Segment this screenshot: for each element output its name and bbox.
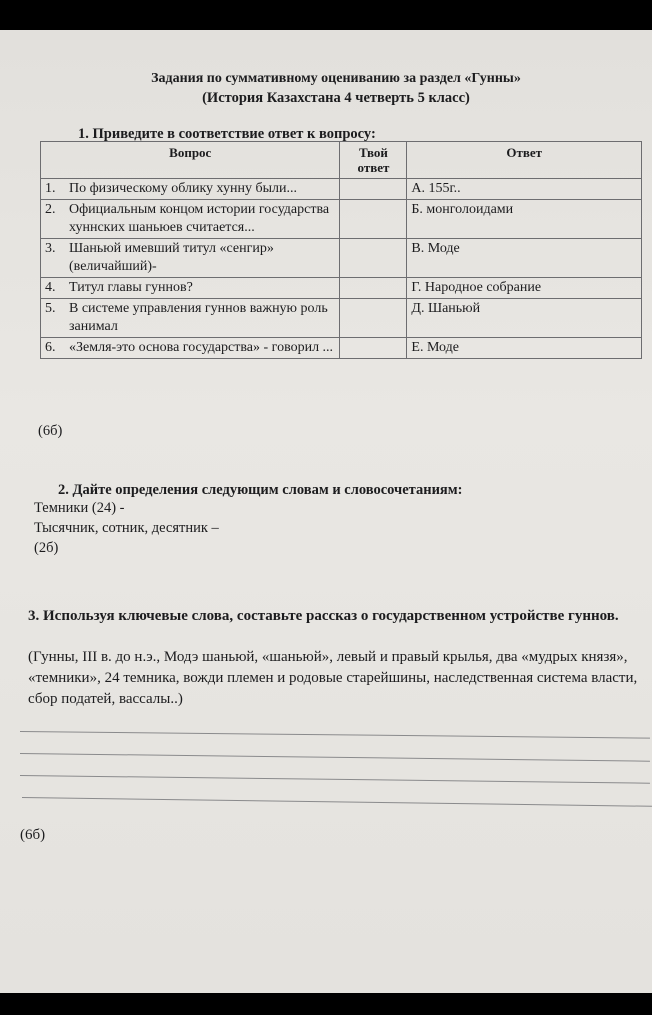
question-text: Титул главы гуннов? <box>69 280 193 295</box>
question-cell <box>41 200 340 239</box>
question-text: По физическому облику хунну были... <box>69 181 298 196</box>
question-number: 5. <box>45 301 56 316</box>
answer-line[interactable] <box>20 775 650 784</box>
table-row <box>41 278 642 299</box>
task1-heading: 1. Приведите в соответствие ответ к вопросу: <box>78 126 376 142</box>
column-header-your-answer-line2: ответ <box>357 160 390 175</box>
task2-term-2: Тысячник, сотник, десятник – <box>34 520 219 536</box>
worksheet-subtitle: (История Казахстана 4 четверть 5 класс) <box>202 90 470 106</box>
question-cell <box>41 338 340 359</box>
question-text: Шаньюй имевший титул «сенгир» (величайший)- <box>69 241 274 274</box>
question-cell <box>41 278 340 299</box>
answer-cell: Д. Шаньюй <box>407 299 642 338</box>
column-header-your-answer-line1: Твой <box>358 145 388 160</box>
table-row <box>41 200 642 239</box>
table-row <box>41 239 642 278</box>
question-text: В системе управления гуннов важную роль занимал <box>69 301 328 334</box>
question-cell <box>41 179 340 200</box>
table-header-row <box>41 142 642 179</box>
task1-points: (6б) <box>38 423 63 439</box>
question-number: 6. <box>45 340 56 355</box>
task2-points: (2б) <box>34 540 59 556</box>
question-text: «Земля-это основа государства» - говорил ... <box>69 340 334 355</box>
answer-cell: Е. Моде <box>407 338 642 359</box>
worksheet-page <box>0 30 652 993</box>
question-number: 1. <box>45 181 56 196</box>
question-number: 4. <box>45 280 56 295</box>
answer-cell: В. Моде <box>407 239 642 278</box>
answer-line[interactable] <box>20 753 650 762</box>
question-number: 3. <box>45 241 56 256</box>
table-row <box>41 338 642 359</box>
your-answer-cell[interactable] <box>340 299 407 338</box>
your-answer-cell[interactable] <box>340 278 407 299</box>
task3-keywords: (Гунны, III в. до н.э., Модэ шаньюй, «шаньюй», левый и правый крылья, два «мудрых князя», «темники», 24 темника, вожди племен и родовые старейшины, наследственная система власти, сбор податей, вассалы..) <box>28 649 638 707</box>
question-number: 2. <box>45 202 56 217</box>
your-answer-cell[interactable] <box>340 200 407 239</box>
task2-heading: 2. Дайте определения следующим словам и словосочетаниям: <box>58 482 463 498</box>
task3-points: (6б) <box>20 827 46 843</box>
question-cell <box>41 299 340 338</box>
answer-cell: А. 155г.. <box>407 179 642 200</box>
table-row <box>41 179 642 200</box>
your-answer-cell[interactable] <box>340 179 407 200</box>
task2-term-1: Темники (24) - <box>34 500 125 516</box>
task3-heading: 3. Используя ключевые слова, составьте рассказ о государственном устройстве гуннов. <box>28 608 619 624</box>
worksheet-title: Задания по суммативному оцениванию за раздел «Гунны» <box>151 71 521 86</box>
answer-cell: Г. Народное собрание <box>407 278 642 299</box>
answer-line[interactable] <box>22 797 652 807</box>
column-header-your-answer <box>340 142 407 179</box>
matching-table <box>40 141 642 359</box>
question-text: Официальным концом истории государства хуннских шаньюев считается... <box>69 202 330 235</box>
column-header-question: Вопрос <box>41 142 340 179</box>
your-answer-cell[interactable] <box>340 338 407 359</box>
question-cell <box>41 239 340 278</box>
answer-line[interactable] <box>20 731 650 739</box>
column-header-answer: Ответ <box>407 142 642 179</box>
your-answer-cell[interactable] <box>340 239 407 278</box>
answer-cell: Б. монголоидами <box>407 200 642 239</box>
table-row <box>41 299 642 338</box>
